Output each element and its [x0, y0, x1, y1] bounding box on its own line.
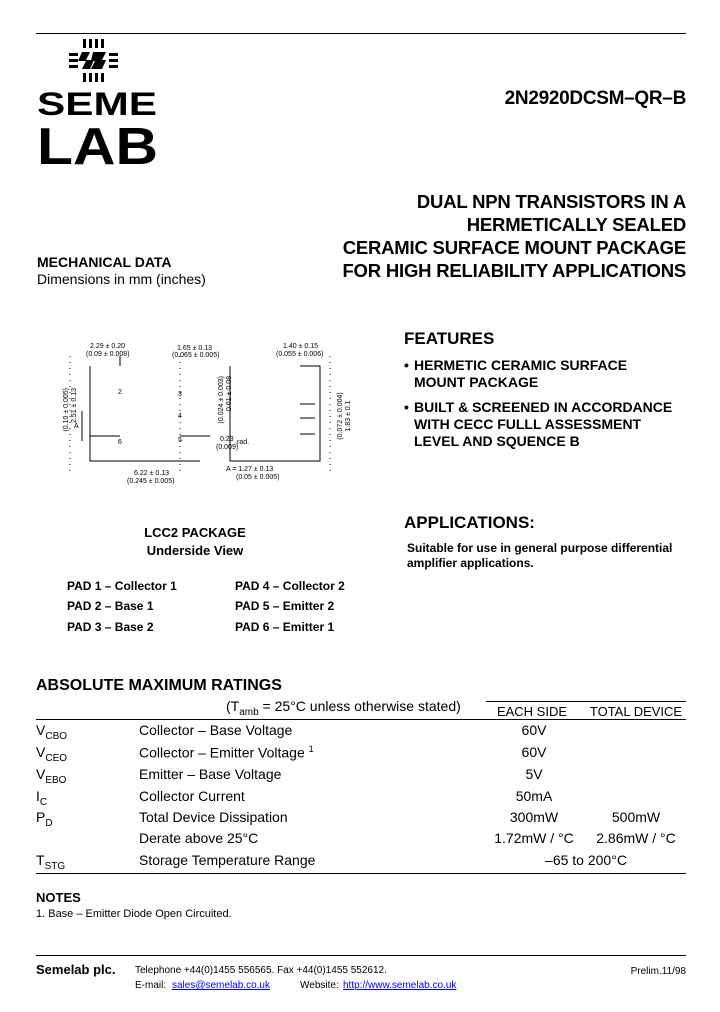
applications-line: amplifier applications. [407, 556, 534, 570]
dim-top2: 1.65 ± 0.13 [177, 345, 212, 352]
footer-company: Semelab plc. [36, 962, 116, 977]
mechanical-data-subheading: Dimensions in mm (inches) [37, 271, 206, 287]
feature-line: BUILT & SCREENED IN ACCORDANCE [414, 399, 673, 415]
pad-label: PAD 2 – Base 1 [67, 599, 154, 613]
footer-rule [36, 955, 686, 956]
value-total: 500mW [611, 809, 661, 825]
ratings-heading: ABSOLUTE MAXIMUM RATINGS [36, 677, 282, 694]
parameter: Collector Current [139, 788, 245, 804]
col-each-side: EACH SIDE [496, 704, 568, 719]
value-each: 60V [521, 744, 547, 760]
pad-number: 3 [178, 391, 182, 398]
symbol: $P_D$ [36, 809, 53, 829]
title-line: HERMETICALLY SEALED [466, 214, 686, 235]
part-number: 2N2920DCSM–QR–B [504, 88, 686, 109]
mechanical-data-heading: MECHANICAL DATA [37, 254, 172, 270]
table-top-rule [36, 719, 686, 720]
column-header-rule [486, 701, 686, 702]
symbol: $V_{CEO}$ [36, 744, 68, 764]
col-total-device: TOTAL DEVICE [589, 704, 683, 719]
semelab-logo [36, 36, 160, 166]
applications-heading: APPLICATIONS: [404, 513, 535, 532]
logo-seme-text: SEME [37, 86, 157, 122]
dim-left: 2.51 ± 0.13 [71, 388, 78, 423]
dim-midb: (0.024 ± 0.003) [218, 376, 225, 424]
parameter: Collector – Base Voltage [139, 722, 293, 738]
feature-line: WITH CECC FULLL ASSESSMENT [414, 416, 642, 432]
top-rule [36, 33, 686, 34]
parameter: Emitter – Base Voltage [139, 766, 282, 782]
footer-email-link[interactable]: sales@semelab.co.uk [172, 980, 270, 991]
footer-email-label: E-mail: [135, 980, 167, 991]
pad-label: PAD 5 – Emitter 2 [235, 599, 335, 613]
dim-bot1b: (0.245 ± 0.005) [127, 478, 175, 485]
note-item: 1. Base – Emitter Diode Open Circuited. [36, 908, 232, 920]
pad-label: PAD 6 – Emitter 1 [235, 620, 335, 634]
dim-right: 1.83 ± 0.1 [345, 400, 352, 432]
dim-label-a: A [74, 423, 79, 430]
dim-mid: 0.61 ± 0.08 [226, 376, 233, 411]
dim-rightb: (0.072 ± 0.004) [337, 392, 344, 440]
feature-line: LEVEL AND SQUENCE B [414, 433, 580, 449]
dim-bot2: A = 1.27 ± 0.13 [226, 466, 274, 473]
dim-top3: 1.40 ± 0.15 [283, 343, 318, 350]
feature-item [404, 399, 704, 453]
title-line: DUAL NPN TRANSISTORS IN A [416, 191, 686, 212]
symbol: $I_C$ [36, 788, 48, 808]
package-name: LCC2 PACKAGE [144, 525, 246, 540]
dim-rad: 0.23 [220, 436, 234, 443]
table-bottom-rule [36, 873, 686, 874]
pad-number: 6 [118, 439, 122, 446]
symbol: $V_{EBO}$ [36, 766, 67, 786]
value-each: 1.72mW / °C [494, 830, 574, 846]
footer-prelim: Prelim.11/98 [630, 966, 686, 977]
bullet: • [404, 399, 409, 415]
title-line: CERAMIC SURFACE MOUNT PACKAGE [342, 237, 686, 258]
applications-text [407, 541, 697, 571]
parameter: Collector – Emitter Voltage $^1$ [139, 744, 314, 761]
bullet: • [404, 357, 409, 373]
package-dimension-drawing [60, 336, 360, 491]
parameter: Total Device Dissipation [139, 809, 288, 825]
footer-website-label: Website: [300, 980, 339, 991]
dim-leftb: (0.10 ± 0.005) [63, 388, 70, 432]
value-each: 50mA [515, 788, 553, 804]
dim-top2b: (0.065 ± 0.005) [172, 352, 220, 359]
dim-top1: 2.29 ± 0.20 [90, 343, 125, 350]
applications-line: Suitable for use in general purpose differential [407, 541, 673, 555]
dim-radb: rad. [237, 439, 250, 446]
parameter: Derate above 25°C [139, 830, 259, 846]
feature-line: MOUNT PACKAGE [414, 374, 539, 390]
ratings-conditions: ($T_{amb} = 25^\circ C$ unless otherwise stated) [226, 698, 461, 718]
feature-line: HERMETIC CERAMIC SURFACE [414, 357, 628, 373]
footer-phone: Telephone +44(0)1455 556565. Fax +44(0)1455 552612. [135, 965, 387, 976]
package-caption [70, 524, 320, 560]
dim-radc: (0.009) [216, 444, 239, 451]
product-title [300, 190, 686, 282]
value-both: –65 to 200°C [545, 852, 627, 868]
pad-number: 5 [178, 437, 182, 444]
dim-top1b: (0.09 ± 0.008) [86, 351, 130, 358]
dim-bot1: 6.22 ± 0.13 [134, 470, 169, 477]
value-each: 300mW [509, 809, 559, 825]
pad-label: PAD 4 – Collector 2 [235, 579, 345, 593]
title-line: FOR HIGH RELIABILITY APPLICATIONS [342, 260, 686, 281]
dim-top3b: (0.055 ± 0.006) [276, 351, 324, 358]
feature-item [404, 357, 704, 393]
value-total: 2.86mW / °C [596, 830, 676, 846]
footer-website-link[interactable]: http://www.semelab.co.uk [343, 980, 457, 991]
parameter: Storage Temperature Range [139, 852, 316, 868]
package-view: Underside View [146, 543, 244, 558]
logo-lab-text: LAB [37, 118, 158, 166]
pad-number: 2 [118, 389, 122, 396]
notes-heading: NOTES [36, 890, 81, 905]
value-each: 60V [521, 722, 547, 738]
pad-label: PAD 3 – Base 2 [67, 620, 154, 634]
dim-bot2b: (0.05 ± 0.005) [236, 474, 280, 481]
symbol: $V_{CBO}$ [36, 722, 68, 742]
value-each: 5V [525, 766, 543, 782]
pad-number: 4 [178, 413, 182, 420]
pad-label: PAD 1 – Collector 1 [67, 579, 177, 593]
features-heading: FEATURES [404, 329, 495, 348]
symbol: $T_{STG}$ [36, 852, 66, 872]
